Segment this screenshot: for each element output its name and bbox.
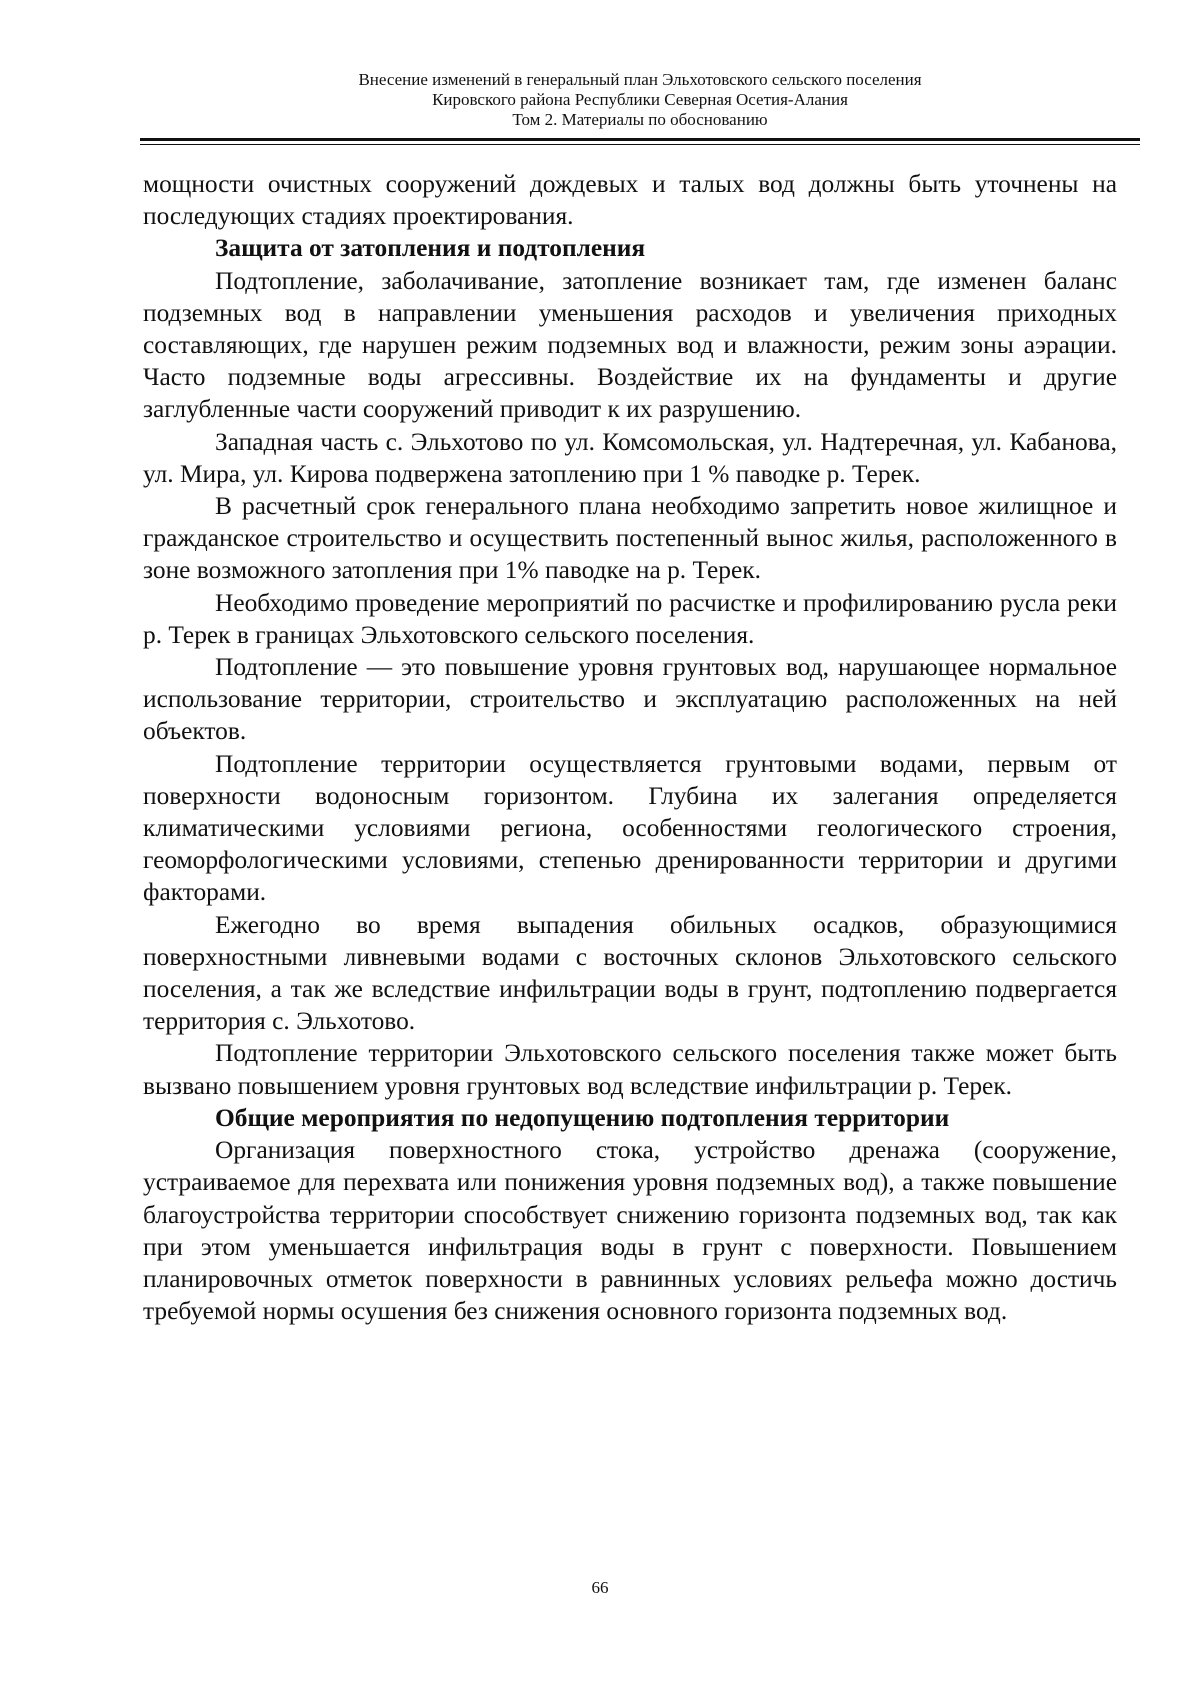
- paragraph: Подтопление, заболачивание, затопление возникает там, где изменен баланс подземных вод в направлении уменьшения расходов и увеличения приходных составляющих, где нарушен режим подземных вод и влажности, режим зоны аэрации. Часто подземные воды агрессивны. Воздействие их на фундаменты и другие заглубленные части сооружений приводит к их разрушению.: [143, 266, 1117, 424]
- header-line-2: Кировского района Республики Северная Осетия-Алания: [432, 90, 848, 109]
- header-line-3: Том 2. Материалы по обоснованию: [512, 110, 768, 129]
- section-heading-flood-protection: Защита от затопления и подтопления: [215, 234, 646, 263]
- header-line-1: Внесение изменений в генеральный план Эльхотовского сельского поселения: [358, 70, 922, 89]
- paragraph: В расчетный срок генерального плана необходимо запретить новое жилищное и гражданское строительство и осуществить постепенный вынос жилья, расположенного в зоне возможного затопления при 1% паводке на р. Терек.: [143, 492, 1117, 585]
- header-rule-thin: [140, 144, 1140, 145]
- document-body: [143, 168, 1117, 1327]
- page-number: 66: [591, 1578, 609, 1597]
- paragraph: Организация поверхностного стока, устройство дренажа (сооружение, устраиваемое для перехвата или понижения уровня подземных вод), а также повышение благоустройства территории способствует снижению горизонта подземных вод, так как при этом уменьшается инфильтрация воды в грунт с поверхности. Повышением планировочных отметок поверхности в равнинных условиях рельефа можно достичь требуемой нормы осушения без снижения основного горизонта подземных вод.: [143, 1136, 1117, 1326]
- header-rule-thick: [140, 138, 1140, 141]
- paragraph: Западная часть с. Эльхотово по ул. Комсомольская, ул. Надтеречная, ул. Кабанова, ул. Мира, ул. Кирова подвержена затоплению при 1 % паводке р. Терек.: [143, 427, 1117, 488]
- running-header: [140, 70, 1140, 130]
- section-heading-general-measures: Общие мероприятия по недопущению подтопления территории: [215, 1103, 950, 1132]
- paragraph-continued: мощности очистных сооружений дождевых и талых вод должны быть уточнены на последующих стадиях проектирования.: [143, 170, 1117, 231]
- paragraph: Подтопление — это повышение уровня грунтовых вод, нарушающее нормальное использование территории, строительство и эксплуатацию расположенных на ней объектов.: [143, 653, 1117, 746]
- paragraph: Необходимо проведение мероприятий по расчистке и профилированию русла реки р. Терек в границах Эльхотовского сельского поселения.: [143, 588, 1117, 649]
- paragraph: Подтопление территории Эльхотовского сельского поселения также может быть вызвано повышением уровня грунтовых вод вследствие инфильтрации р. Терек.: [143, 1039, 1117, 1100]
- paragraph: Подтопление территории осуществляется грунтовыми водами, первым от поверхности водоносным горизонтом. Глубина их залегания определяется климатическими условиями региона, особенностями геологического строения, геоморфологическими условиями, степенью дренированности территории и другими факторами.: [143, 749, 1117, 907]
- paragraph: Ежегодно во время выпадения обильных осадков, образующимися поверхностными ливневыми водами с восточных склонов Эльхотовского сельского поселения, а так же вследствие инфильтрации воды в грунт, подтоплению подвергается территория с. Эльхотово.: [143, 910, 1117, 1036]
